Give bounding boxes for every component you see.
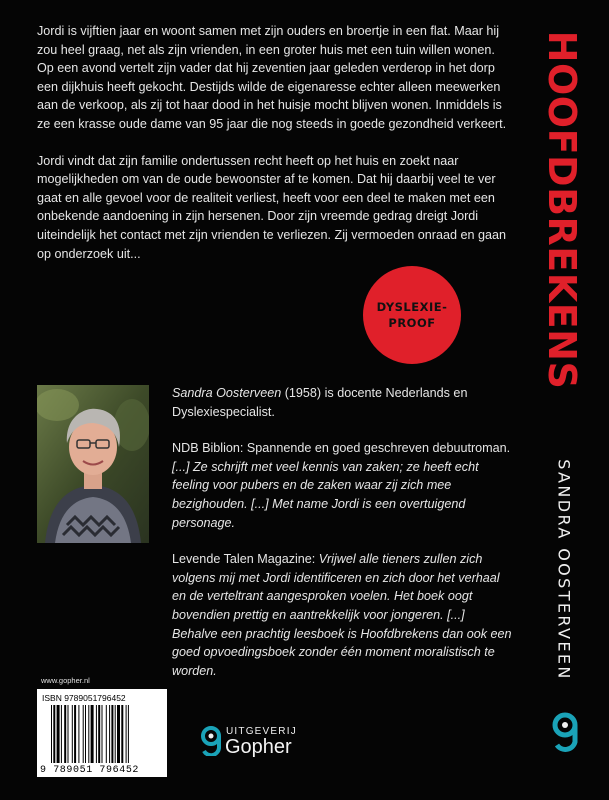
barcode-bar bbox=[64, 705, 66, 763]
barcode-bar bbox=[106, 705, 107, 763]
review-1-source: NDB Biblion: bbox=[172, 441, 244, 456]
review-2-source: Levende Talen Magazine: bbox=[172, 552, 316, 567]
gopher-logo-icon bbox=[200, 726, 222, 756]
badge-line-1: DYSLEXIE- bbox=[376, 300, 448, 314]
publisher-name: Gopher bbox=[225, 736, 292, 758]
review-2-quote: Vrijwel alle tieners zullen zich volgens mij met Jordi identificeren en zich door het verhaal en de verteltrant aangesproken voelen. Het boek oogt bovendien prettig en aantrekkelijk voor jongeren. [...] Behalve een prachtig leesboek is Hoofdbrekens dan ook een goed opvoedingsboek zonder één moment moralistisch te worden. bbox=[172, 552, 512, 678]
publisher-label: UITGEVERIJ bbox=[226, 726, 297, 737]
back-cover-blurb bbox=[37, 22, 507, 281]
barcode-bar bbox=[88, 705, 89, 763]
barcode-bar bbox=[61, 705, 62, 763]
barcode-block bbox=[37, 676, 177, 776]
dyslexie-proof-badge bbox=[363, 266, 461, 364]
spine-title-text: HOOFDBREKENS bbox=[540, 30, 584, 390]
barcode-bar bbox=[126, 705, 127, 763]
isbn-barcode bbox=[37, 689, 167, 777]
barcode-bar bbox=[74, 705, 76, 763]
barcode-bar bbox=[121, 705, 123, 763]
review-1-quote: [...] Ze schrijft met veel kennis van zaken; ze heeft echt feeling voor pubers en de zaken waar zij zich mee bezighouden. [...] Met name Jordi is een overtuigend personage. bbox=[172, 459, 479, 530]
isbn-label: ISBN 9789051796452 bbox=[42, 693, 126, 703]
barcode-bar bbox=[83, 705, 84, 763]
author-bio bbox=[172, 384, 512, 421]
publisher-url: www.gopher.nl bbox=[41, 676, 90, 685]
blurb-paragraph-1: Jordi is vijftien jaar en woont samen met zijn ouders en broertje in een flat. Maar hij zou heel graag, net als zijn vrienden, in een groter huis met een tuin willen wonen. Op een avond vertelt zijn vader dat hij zeventien jaar geleden verderop in het dorp een dijkhuis heeft gekocht. Destijds wilde de eigenaresse echter alleen meewerken aan de verkoop, als zij tot haar dood in het huisje mocht blijven wonen. Inmiddels is ze een krasse oude dame van 95 jaar die nog steeds in goede gezondheid verkeert. bbox=[37, 24, 507, 131]
review-1-lead: Spannende en goed geschreven debuutroman. bbox=[243, 441, 511, 456]
author-bio-and-reviews bbox=[172, 384, 512, 698]
spine-publisher-logo-icon bbox=[552, 712, 578, 752]
blurb-paragraph-2: Jordi vindt dat zijn familie ondertussen recht heeft op het huis en zoekt naar mogelijkheden om van de oude bewoonster af te komen. Dat hij daarbij veel te ver gaat en alle gevoel voor de realiteit verliest, heeft voor een deel te maken met een onbekende aandoening in zijn hersenen. Door zijn vreemde gedrag dreigt Jordi uiteindelijk het contact met zijn vrienden te verliezen. Zij vermoeden onraad en gaan op onderzoek uit... bbox=[37, 153, 507, 261]
author-name: Sandra Oosterveen bbox=[172, 386, 282, 400]
barcode-bar bbox=[78, 705, 79, 763]
barcode-bar bbox=[57, 705, 60, 763]
barcode-bar bbox=[96, 705, 97, 763]
barcode-bar bbox=[102, 705, 103, 763]
spine-author-text: SANDRA OOSTERVEEN bbox=[554, 459, 574, 681]
barcode-bar bbox=[109, 705, 110, 763]
barcode-bar bbox=[91, 705, 94, 763]
badge-line-2: PROOF bbox=[388, 316, 436, 330]
barcode-bar bbox=[68, 705, 69, 763]
barcode-bars bbox=[51, 705, 155, 765]
spine-title bbox=[538, 30, 586, 390]
barcode-bar bbox=[117, 705, 120, 763]
review-1 bbox=[172, 439, 512, 532]
author-photo bbox=[37, 385, 149, 543]
review-2 bbox=[172, 550, 512, 680]
barcode-bar bbox=[51, 705, 52, 763]
author-bio-text: (1958) is docente Nederlands en Dyslexiespecialist. bbox=[172, 386, 468, 419]
isbn-digits: 9 789051 796452 bbox=[40, 765, 140, 776]
barcode-bar bbox=[111, 705, 113, 763]
spine-author bbox=[548, 459, 580, 681]
barcode-bar bbox=[85, 705, 86, 763]
barcode-bar bbox=[115, 705, 116, 763]
barcode-bar bbox=[53, 705, 55, 763]
barcode-bar bbox=[72, 705, 73, 763]
barcode-bar bbox=[98, 705, 100, 763]
barcode-bar bbox=[128, 705, 129, 763]
